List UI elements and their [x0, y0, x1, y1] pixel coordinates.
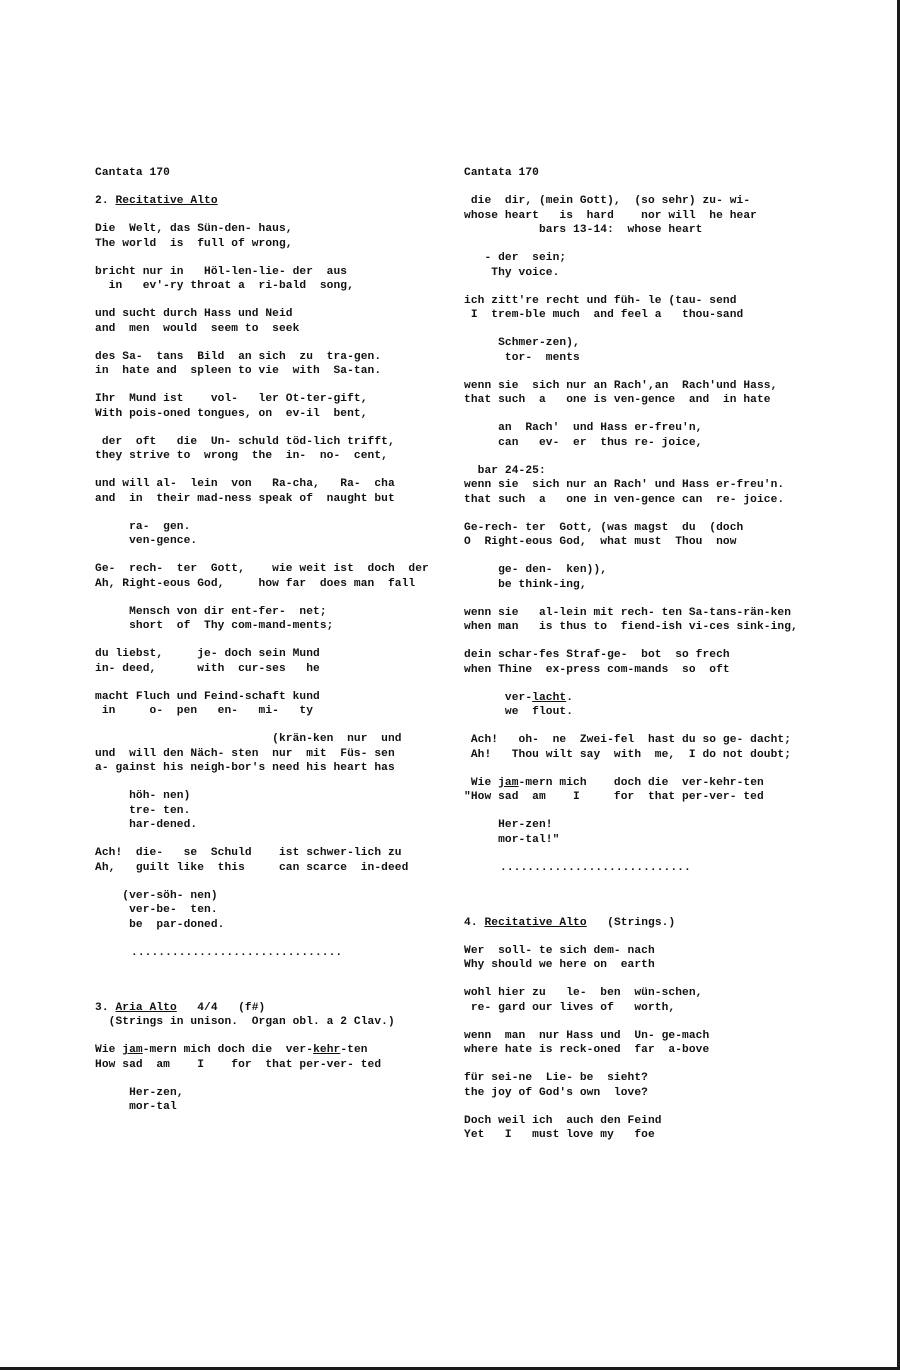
lyric-line: Die Welt, das Sün-den- haus, [95, 223, 293, 235]
lyric-line: Mensch von dir ent-fer- net; [95, 605, 327, 618]
right-header: Cantata 170 [464, 167, 539, 179]
lyric-line: in ev'-ry throat a ri-bald song, [95, 280, 354, 292]
dotted-separator: ............................... [131, 946, 343, 959]
lyric-line: and in their mad-ness speak of naught but [95, 492, 395, 505]
lyric-text: ver- [464, 691, 533, 704]
recit-stanza [95, 265, 445, 294]
lyric-line: when man is thus to fiend-ish vi-ces sink-ing, [464, 621, 798, 633]
recit-stanza [95, 647, 445, 676]
recit-stanza [95, 846, 445, 875]
lyric-line: und will den Näch- sten nur mit Füs- sen [95, 747, 395, 760]
lyric-line: Why should we here on earth [464, 959, 655, 971]
lyric-line: The world is full of wrong, [95, 237, 293, 250]
lyric-line: höh- nen) [95, 790, 191, 802]
section-4-heading [464, 916, 824, 931]
lyric-line [464, 691, 824, 706]
recit-stanza [95, 477, 445, 506]
lyric-line: wenn man nur Hass und Un- ge-mach [464, 1029, 710, 1042]
lyric-line: be think-ing, [464, 578, 587, 591]
lyric-line: in- deed, with cur-ses he [95, 662, 320, 675]
lyric-line: - der sein; [464, 252, 567, 264]
lyric-line: der oft die Un- schuld töd-lich trifft, [95, 435, 395, 448]
section-4-instrumentation: (Strings.) [586, 916, 676, 929]
lyric-line: wenn sie al-lein mit rech- ten Sa-tans-rän-ken [464, 606, 792, 619]
aria-text: Wie [95, 1044, 123, 1056]
aria-text: -ten [340, 1044, 368, 1056]
lyric-line: Yet I must love my foe [464, 1129, 655, 1141]
aria-text: -mern mich doch die ver- [142, 1044, 314, 1056]
lyric-line: we flout. [464, 706, 574, 718]
section-4-title: Recitative Alto [484, 916, 587, 929]
section-2-number: 2. [95, 195, 109, 207]
lyric-line: und sucht durch Hass und Neid [95, 308, 293, 320]
lyric-line: Ach! oh- ne Zwei-fel hast du so ge- dacht; [464, 734, 792, 746]
lyric-line: Ach! die- se Schuld ist schwer-lich zu [95, 847, 402, 859]
lyric-line: With pois-oned tongues, on ev-il bent, [95, 407, 368, 420]
lyric-line: tre- ten. [95, 804, 191, 817]
lyric-line: Ah, guilt like this can scarce in-deed [95, 861, 409, 874]
lyric-line: und will al- lein von Ra-cha, Ra- cha [95, 478, 395, 490]
lyric-line: O Right-eous God, what must Thou now [464, 536, 737, 548]
lyric-line: in o- pen en- mi- ty [95, 705, 314, 717]
left-header: Cantata 170 [95, 167, 170, 179]
lyric-line: when Thine ex-press com-mands so oft [464, 663, 730, 676]
aria-line: How sad am I for that per-ver- ted [95, 1058, 382, 1071]
recit-stanza [95, 307, 445, 336]
lyric-line: tor- ments [464, 351, 580, 364]
lyric-line: ra- gen. [95, 520, 191, 533]
lyric-line: Ihr Mund ist vol- ler Ot-ter-gift, [95, 393, 368, 405]
recit-stanza [95, 520, 445, 549]
lyric-line: Wer soll- te sich dem- nach [464, 944, 655, 957]
lyric-line: whose heart is hard nor will he hear [464, 209, 757, 222]
lyric-line: in hate and spleen to vie with Sa-tan. [95, 365, 382, 377]
lyric-text: . [566, 691, 574, 704]
lyric-line: ver-be- ten. [95, 904, 218, 916]
lyric-line: wohl hier zu le- ben wün-schen, [464, 987, 703, 999]
recit-stanza [95, 435, 445, 464]
recit-stanza [95, 605, 445, 634]
lyric-line: Ge- rech- ter Gott, wie weit ist doch der [95, 563, 429, 575]
lyric-line: ven-gence. [95, 535, 198, 547]
section-3-number: 3. [95, 1001, 109, 1014]
lyric-line: ich zitt're recht und füh- le (tau- send [464, 294, 737, 307]
recit-stanza [95, 562, 445, 591]
lyric-line: Schmer-zen), [464, 337, 580, 349]
section-4-number: 4. [464, 916, 478, 929]
lyric-line: wenn sie sich nur an Rach',an Rach'und Hass, [464, 379, 778, 392]
left-column [95, 166, 445, 1115]
lyric-line: Ah, Right-eous God, how far does man fall [95, 577, 416, 590]
section-3-meta: 4/4 (f#) [176, 1001, 266, 1014]
lyric-line: that such a one in ven-gence can re- joice. [464, 493, 785, 506]
lyric-line: I trem-ble much and feel a thou-sand [464, 309, 744, 321]
lyric-line: a- gainst his neigh-bor's need his heart has [95, 762, 395, 774]
lyric-line: and men would seem to seek [95, 322, 300, 335]
lyric-line: mor-tal!" [464, 833, 560, 846]
lyric-line: Doch weil ich auch den Feind [464, 1114, 662, 1127]
recit-stanza [95, 392, 445, 421]
aria-line [95, 1043, 445, 1058]
aria-text-underlined: jam [122, 1044, 143, 1056]
lyric-line: wenn sie sich nur an Rach' und Hass er-freu'n. [464, 479, 785, 491]
aria-line: mor-tal [95, 1101, 177, 1113]
recit-stanza [95, 732, 445, 776]
lyric-line: re- gard our lives of worth, [464, 1001, 676, 1014]
lyric-line: can ev- er thus re- joice, [464, 436, 703, 449]
lyric-line: die dir, (mein Gott), (so sehr) zu- wi- [464, 195, 751, 207]
recit-stanza [95, 222, 445, 251]
aria-line: Her-zen, [95, 1086, 184, 1099]
lyric-text-underlined: jam [498, 776, 519, 789]
lyric-line: (ver-söh- nen) [95, 889, 218, 902]
lyric-line: they strive to wrong the in- no- cent, [95, 450, 388, 462]
section-2-title: Recitative Alto [115, 195, 218, 207]
lyric-line: macht Fluch und Feind-schaft kund [95, 690, 320, 703]
lyric-line: (krän-ken nur und [95, 733, 402, 745]
lyric-text-underlined: lacht [532, 691, 567, 704]
lyric-line: Her-zen! [464, 819, 553, 831]
lyric-line: des Sa- tans Bild an sich zu tra-gen. [95, 350, 382, 363]
aria-text-underlined: kehr [313, 1044, 341, 1056]
lyric-line: Thy voice. [464, 266, 560, 279]
bar-note: bars 13-14: whose heart [464, 224, 703, 236]
lyric-line: an Rach' und Hass er-freu'n, [464, 422, 703, 434]
section-3-title: Aria Alto [115, 1001, 177, 1014]
recit-stanza [95, 789, 445, 833]
lyric-line: Ah! Thou wilt say with me, I do not doubt; [464, 748, 792, 761]
lyric-line [464, 776, 824, 791]
section-3-instrumentation: (Strings in unison. Organ obl. a 2 Clav.) [95, 1016, 395, 1028]
lyric-line: where hate is reck-oned far a-bove [464, 1044, 710, 1056]
lyric-line: dein schar-fes Straf-ge- bot so frech [464, 649, 730, 661]
recit-stanza [95, 889, 445, 933]
bar-note: bar 24-25: [464, 464, 546, 477]
lyric-line: du liebst, je- doch sein Mund [95, 648, 320, 660]
lyric-line: short of Thy com-mand-ments; [95, 620, 334, 632]
lyric-line: be par-doned. [95, 918, 225, 931]
lyric-line: Ge-rech- ter Gott, (was magst du (doch [464, 521, 744, 534]
lyric-line: that such a one is ven-gence and in hate [464, 394, 771, 406]
right-column [464, 166, 824, 1143]
lyric-line: "How sad am I for that per-ver- ted [464, 791, 764, 803]
lyric-line: the joy of God's own love? [464, 1086, 648, 1099]
lyric-text: -mern mich doch die ver-kehr-ten [518, 776, 764, 789]
lyric-line: ge- den- ken)), [464, 564, 608, 576]
recit-stanza [95, 350, 445, 379]
lyric-text: Wie [464, 776, 499, 789]
section-2-heading [95, 194, 445, 209]
lyric-line: har-dened. [95, 819, 198, 831]
recit-stanza [95, 690, 445, 719]
lyric-line: bricht nur in Höl-len-lie- der aus [95, 265, 348, 278]
section-3-heading [95, 1001, 445, 1016]
dotted-separator: ............................ [500, 861, 691, 874]
lyric-line: für sei-ne Lie- be sieht? [464, 1072, 648, 1084]
